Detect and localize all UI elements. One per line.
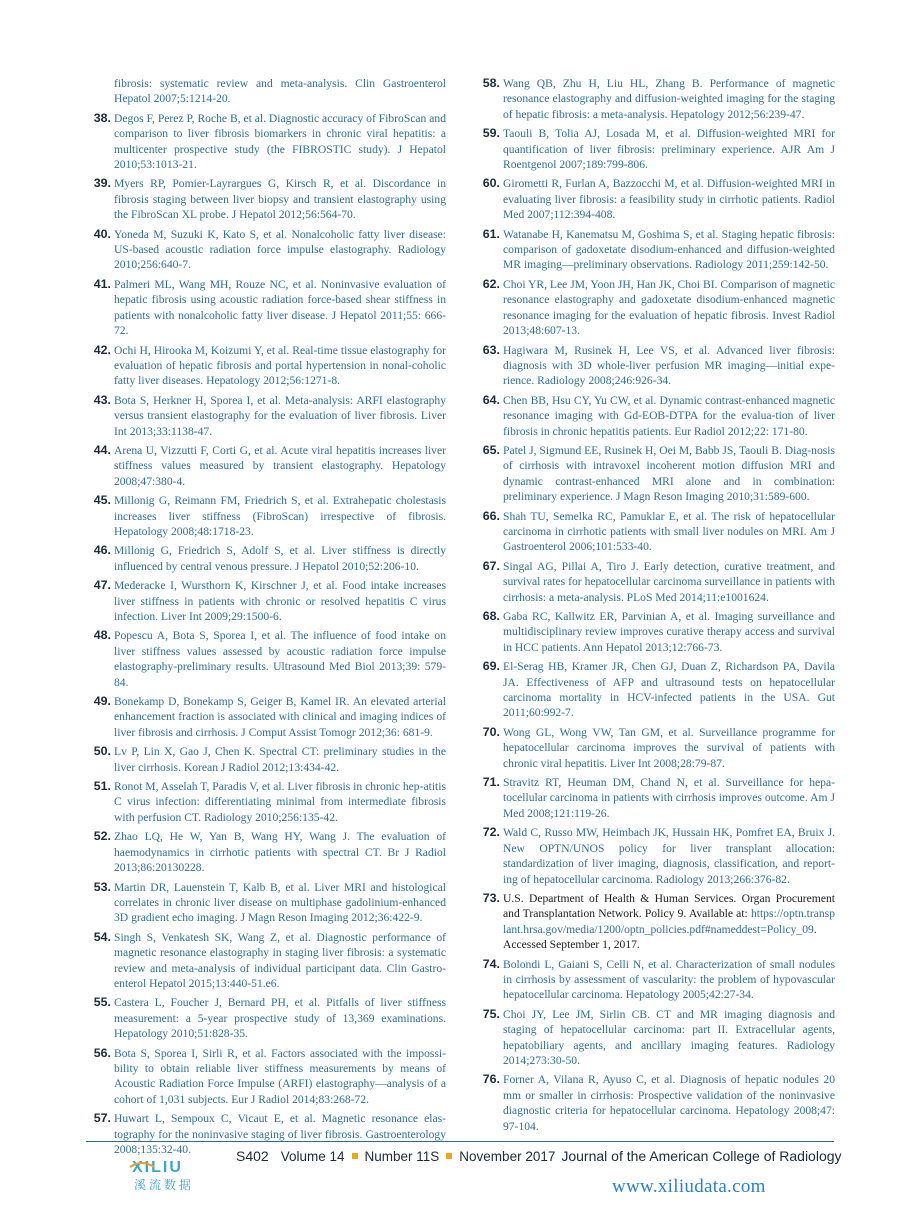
reference-number: 49.	[93, 694, 111, 709]
reference-item	[88, 343, 446, 389]
xiliu-logo-icon	[128, 1157, 214, 1193]
reference-number: 45.	[93, 493, 111, 508]
reference-text: Degos F, Perez P, Roche B, et al. Diagnostic accuracy of FibroScan and comparison to liver fibrosis biomarkers in chronic viral hepatitis: a multicenter prospective study (the FIBROSTIC study). J Hepatol 2010;53:1013-21.	[114, 111, 446, 172]
reference-text: El-Serag HB, Kramer JR, Chen GJ, Duan Z, Richardson PA, Davila JA. Effectiveness of AFP and ultrasound tests on hepatocellular carcinoma mortality in HCV-infected patients in the USA. Gut 2011;60:992-7.	[503, 660, 835, 720]
reference-number: 69.	[482, 659, 500, 674]
reference-number: 76.	[482, 1072, 500, 1087]
reference-text: Palmeri ML, Wang MH, Rouze NC, et al. Noninvasive evaluation of hepatic fibrosis using acoustic radiation force-based shear stiffness in patients with nonalcoholic fatty liver disease. J Hepatol 2011;55: 666-72.	[114, 277, 446, 338]
volume: Volume 14	[280, 1149, 345, 1164]
reference-column-right	[477, 76, 835, 1138]
reference-text: Castera L, Foucher J, Bernard PH, et al. Pitfalls of liver stiffness measurement: a 5-year prospective study of 13,369 examinations. Hepatology 2010;51:828-35.	[114, 996, 446, 1041]
reference-text: Martin DR, Lauenstein T, Kalb B, et al. Liver MRI and histological correlates in chronic liver disease on multiphase gadolinium-enhanced 3D gradient echo imaging. J Magn Reson Imaging 2012;36:422-9.	[114, 880, 446, 925]
reference-item	[88, 829, 446, 875]
reference-item	[477, 609, 835, 655]
reference-item	[477, 1072, 835, 1134]
reference-text: Mederacke I, Wursthorn K, Kirschner J, et al. Food intake increases liver stiffness in patients with chronic or resolved hepatitis C virus infection. Liver Int 2009;29:1500-6.	[114, 579, 446, 623]
reference-number: 44.	[93, 442, 111, 457]
reference-text: Bonekamp D, Bonekamp S, Geiger B, Kamel IR. An elevated arterial enhancement fraction is associated with clinical and imaging indices of liver fibrosis and cirrhosis. J Comput Assist Tomogr 2012;36: 681-9.	[114, 695, 446, 739]
reference-item	[477, 443, 835, 505]
reference-item	[88, 779, 446, 825]
reference-column-left	[88, 76, 446, 1161]
reference-number: 55.	[93, 995, 111, 1010]
reference-text: Lv P, Lin X, Gao J, Chen K. Spectral CT: preliminary studies in the liver cirrhosis. Korean J Radiol 2012;13:434-42.	[114, 745, 446, 774]
reference-text: Shah TU, Semelka RC, Pamuklar E, et al. The risk of hepatocellular carcinoma in cirrhotic patients with small liver nodules on MRI. Am J Gastroenterol 2006;101:533-40.	[503, 509, 835, 554]
reference-text: Watanabe H, Kanematsu M, Goshima S, et al. Staging hepatic fibrosis: comparison of gadoxetate disodium-enhanced and diffusion-weighted MR imaging—preliminary observations. Radiology 2011;259:142-50.	[503, 227, 835, 272]
reference-text: Choi JY, Lee JM, Sirlin CB. CT and MR imaging diagnosis and staging of hepatocellular carcinoma: part II. Extracellular agents, hepatobiliary agents, and ancillary imaging features. Radiology 2014;273:30-50.	[503, 1007, 835, 1067]
reference-number: 42.	[93, 342, 111, 357]
reference-text: Patel J, Sigmund EE, Rusinek H, Oei M, Babb JS, Taouli B. Diag-nosis of cirrhosis with intravoxel incoherent motion diffusion MRI and dynamic contrast-enhanced MRI alone and in combination: preliminary experience. J Magn Reson Imaging 2010;31:589-600.	[503, 443, 835, 504]
reference-item	[88, 995, 446, 1041]
reference-item	[477, 343, 835, 389]
reference-text: Popescu A, Bota S, Sporea I, et al. The influence of food intake on liver stiffness values assessed by acoustic radiation force impulse elastography-preliminary results. Ultrasound Med Biol 2013;39: 579-84.	[114, 629, 446, 689]
reference-item	[88, 880, 446, 926]
reference-text: Huwart L, Sempoux C, Vicaut E, et al. Magnetic resonance elas-tography for the noninvasive staging of liver fibrosis. Gastroenterology 2008;135:32-40.	[114, 1112, 446, 1156]
reference-text: Ochi H, Hirooka M, Koizumi Y, et al. Real-time tissue elastography for evaluation of hepatic fibrosis and portal hypertension in nonal-coholic fatty liver diseases. Hepatology 2012;56:1271-8.	[114, 343, 446, 388]
reference-number: 57.	[93, 1111, 111, 1126]
reference-number: 70.	[482, 724, 500, 739]
reference-number: 54.	[93, 929, 111, 944]
reference-number: 56.	[93, 1045, 111, 1060]
reference-item	[88, 443, 446, 489]
reference-number: 40.	[93, 226, 111, 241]
reference-text: Bota S, Sporea I, Sirli R, et al. Factors associated with the impossi-bility to obtain reliable liver stiffness measurements by means of Acoustic Radiation Force Impulse (ARFI) elastography—analysis of a cohort of 1,031 subjects. Eur J Radiol 2014;83:268-72.	[114, 1046, 446, 1106]
reference-item	[477, 957, 835, 1003]
svg-text:溪流数据: 溪流数据	[134, 1178, 195, 1192]
reference-text: Wang QB, Zhu H, Liu HL, Zhang B. Performance of magnetic resonance elastography and diffusion-weighted imaging for the staging of hepatic fibrosis: a meta-analysis. Hepatology 2012;56:239-47.	[503, 77, 835, 121]
reference-item	[88, 694, 446, 740]
reference-item	[477, 277, 835, 339]
reference-text: Bolondi L, Gaiani S, Celli N, et al. Characterization of small nodules in cirrhosis by assessment of vascularity: the problem of hypovascular hepatocellular carcinoma. Hepatology 2005;42:27-34.	[503, 957, 835, 1002]
reference-item	[88, 744, 446, 775]
reference-item	[477, 1007, 835, 1069]
reference-text: Millonig G, Reimann FM, Friedrich S, et al. Extrahepatic cholestasis increases liver stiffness (FibroScan) irrespective of fibrosis. Hepatology 2008;48:1718-23.	[114, 494, 446, 538]
reference-number: 62.	[482, 276, 500, 291]
reference-item	[477, 775, 835, 821]
reference-number: 74.	[482, 956, 500, 971]
reference-number: 71.	[482, 775, 500, 790]
watermark-url[interactable]: www.xiliudata.com	[612, 1176, 766, 1197]
reference-item	[477, 659, 835, 721]
reference-number: 53.	[93, 879, 111, 894]
reference-item	[477, 126, 835, 172]
reference-text: Girometti R, Furlan A, Bazzocchi M, et al. Diffusion-weighted MRI in evaluating liver fibrosis: a feasibility study in cirrhotic patients. Radiol Med 2007;112:394-408.	[503, 177, 835, 222]
reference-text: Wald C, Russo MW, Heimbach JK, Hussain HK, Pomfret EA, Bruix J. New OPTN/UNOS policy for liver transplant allocation: standardization of liver imaging, diagnosis, classification, and report-ing of hepatocellular carcinoma. Radiology 2013;266:376-82.	[503, 826, 835, 886]
reference-item	[88, 393, 446, 439]
reference-item	[477, 76, 835, 122]
reference-number: 68.	[482, 609, 500, 623]
footer-rule	[86, 1141, 834, 1142]
reference-text-after: . Accessed September 1, 2017.	[503, 922, 817, 952]
reference-number: 66.	[482, 508, 500, 523]
reference-item	[88, 493, 446, 539]
reference-text: Forner A, Vilana R, Ayuso C, et al. Diagnosis of hepatic nodules 20 mm or smaller in cirrhosis: Prospective validation of the noninvasive diagnostic criteria for hepatocellular carcinoma. Hepatology 2008;47: 97-104.	[503, 1073, 835, 1133]
journal-name: Journal of the American College of Radiology	[561, 1148, 842, 1164]
reference-number: 52.	[93, 829, 111, 844]
reference-number: 72.	[482, 825, 500, 840]
reference-item	[477, 509, 835, 555]
reference-number: 58.	[482, 76, 500, 90]
reference-item	[477, 725, 835, 771]
reference-number: 73.	[482, 890, 500, 905]
reference-number: 59.	[482, 126, 500, 141]
reference-item	[88, 1046, 446, 1108]
reference-text: Singal AG, Pillai A, Tiro J. Early detection, curative treatment, and survival rates for hepatocellular carcinoma surveillance in patients with cirrhosis: a meta-analysis. PLoS Med 2014;11:e1001624.	[503, 559, 835, 604]
reference-link[interactable]: https://optn.transplant.hrsa.gov/media/1200/optn_policies.pdf#nameddest=Policy_09	[503, 907, 835, 936]
reference-item	[88, 277, 446, 339]
reference-item	[88, 930, 446, 992]
reference-item	[88, 578, 446, 624]
reference-number: 63.	[482, 342, 500, 357]
reference-text: Ronot M, Asselah T, Paradis V, et al. Liver fibrosis in chronic hep-atitis C virus infection: differentiating minimal from intermediate fibrosis with perfusion CT. Radiology 2010;256:135-42.	[114, 780, 446, 824]
reference-item	[477, 891, 835, 953]
reference-item	[88, 543, 446, 574]
reference-number: 64.	[482, 392, 500, 407]
reference-number: 67.	[482, 558, 500, 573]
reference-number: 47.	[93, 578, 111, 593]
reference-text: Gaba RC, Kallwitz ER, Parvinian A, et al. Imaging surveillance and multidisciplinary review improves curative therapy access and survival in HCC patients. Ann Hepatol 2013;12:766-73.	[503, 610, 835, 654]
separator-square-icon	[446, 1153, 452, 1159]
issue-number: Number 11S	[364, 1149, 440, 1164]
issue-date: November 2017	[459, 1149, 556, 1164]
reference-number: 38.	[93, 110, 111, 125]
reference-text: fibrosis: systematic review and meta-analysis. Clin Gastroenterol Hepatol 2007;5:1214-20.	[114, 77, 446, 106]
reference-item	[477, 825, 835, 887]
reference-number: 60.	[482, 176, 500, 191]
reference-number: 41.	[93, 276, 111, 291]
reference-text: Bota S, Herkner H, Sporea I, et al. Meta-analysis: ARFI elastography versus transient elastography for the evaluation of liver fibrosis. Liver Int 2013;33:1138-47.	[114, 393, 446, 438]
reference-number: 46.	[93, 543, 111, 558]
reference-text: Myers RP, Pomier-Layrargues G, Kirsch R, et al. Discordance in fibrosis staging between liver biopsy and transient elastography using the FibroScan XL probe. J Hepatol 2012;56:564-70.	[114, 177, 446, 222]
reference-text: Yoneda M, Suzuki K, Kato S, et al. Nonalcoholic fatty liver disease: US-based acoustic radiation force impulse elastography. Radiology 2010;256:640-7.	[114, 227, 446, 272]
reference-item	[88, 628, 446, 690]
reference-item	[88, 176, 446, 222]
reference-item	[477, 393, 835, 439]
reference-text: Zhao LQ, He W, Yan B, Wang HY, Wang J. The evaluation of haemodynamics in cirrhotic patients with spectral CT. Br J Radiol 2013;86:20130228.	[114, 830, 446, 875]
reference-number: 51.	[93, 779, 111, 794]
reference-text: Taouli B, Tolia AJ, Losada M, et al. Diffusion-weighted MRI for quantification of liver fibrosis: preliminary experience. AJR Am J Roentgenol 2007;189:799-806.	[503, 127, 835, 172]
reference-item	[88, 111, 446, 173]
reference-text: Millonig G, Friedrich S, Adolf S, et al. Liver stiffness is directly influenced by central venous pressure. J Hepatol 2010;52:206-10.	[114, 544, 446, 573]
svg-text:XILIU: XILIU	[132, 1159, 183, 1176]
reference-item	[88, 227, 446, 273]
reference-number: 65.	[482, 442, 500, 457]
reference-number: 61.	[482, 226, 500, 241]
separator-square-icon	[352, 1153, 358, 1159]
page-footer	[236, 1148, 842, 1164]
reference-number: 43.	[93, 392, 111, 407]
reference-text: Chen BB, Hsu CY, Yu CW, et al. Dynamic contrast-enhanced magnetic resonance imaging with Gd-EOB-DTPA for the evalua-tion of liver fibrosis in chronic hepatitis patients. Eur Radiol 2012;22: 171-80.	[503, 393, 835, 438]
reference-text: Wong GL, Wong VW, Tan GM, et al. Surveillance programme for hepatocellular carcinoma improves the survival of patients with chronic viral hepatitis. Liver Int 2008;28:79-87.	[503, 725, 835, 770]
reference-text: Stravitz RT, Heuman DM, Chand N, et al. Surveillance for hepa-tocellular carcinoma in patients with cirrhosis improves outcome. Am J Med 2008;121:119-26.	[503, 776, 835, 820]
reference-number: 75.	[482, 1006, 500, 1021]
reference-item	[477, 559, 835, 605]
reference-text: Hagiwara M, Rusinek H, Lee VS, et al. Advanced liver fibrosis: diagnosis with 3D whole-liver perfusion MR imaging—initial expe-rience. Radiology 2008;246:926-34.	[503, 343, 835, 388]
reference-number: 50.	[93, 744, 111, 759]
reference-text: Arena U, Vizzutti F, Corti G, et al. Acute viral hepatitis increases liver stiffness values measured by transient elastography. Hepatology 2008;47:380-4.	[114, 443, 446, 488]
reference-text: Singh S, Venkatesh SK, Wang Z, et al. Diagnostic performance of magnetic resonance elastography in staging liver fibrosis: a systematic review and meta-analysis of individual participant data. Clin Gastro-enterol Hepatol 2015;13:440-51.e6.	[114, 930, 446, 990]
reference-number: 39.	[93, 176, 111, 191]
page-number: S402	[236, 1148, 269, 1164]
reference-item	[477, 176, 835, 222]
reference-text: U.S. Department of Health & Human Services. Organ Procurement and Transplantation Network. Policy 9. Available at:	[503, 891, 835, 921]
reference-text: Choi YR, Lee JM, Yoon JH, Han JK, Choi BI. Comparison of magnetic resonance elastography and gadoxetate disodium-enhanced magnetic resonance imaging for the evaluation of hepatic fibrosis. Invest Radiol 2013;48:607-13.	[503, 277, 835, 338]
reference-item	[477, 227, 835, 273]
reference-number: 48.	[93, 628, 111, 643]
reference-item	[88, 76, 446, 107]
